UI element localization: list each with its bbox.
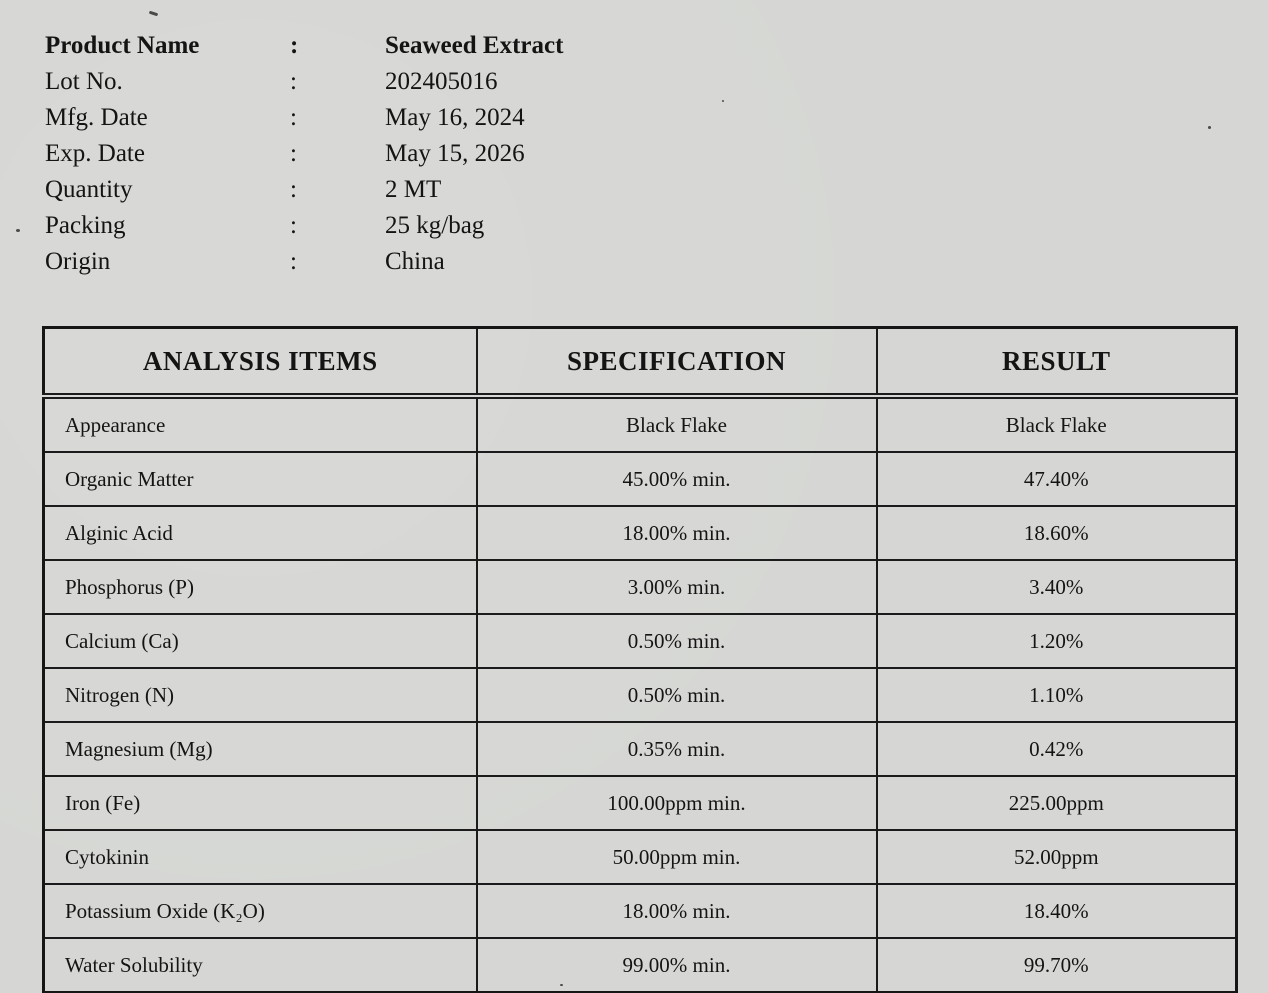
info-value: 25 kg/bag (385, 212, 485, 239)
result-cell: 99.70% (877, 938, 1237, 993)
specification-cell: 50.00ppm min. (477, 830, 877, 884)
table-row (44, 830, 1237, 884)
info-value: May 16, 2024 (385, 104, 525, 131)
table-row (44, 614, 1237, 668)
result-cell: Black Flake (877, 396, 1237, 452)
info-value: China (385, 248, 445, 275)
info-label: Packing (45, 212, 126, 239)
header-result: RESULT (877, 328, 1237, 397)
analysis-table (42, 326, 1238, 993)
analysis-item-cell: Nitrogen (N) (44, 668, 477, 722)
analysis-item-cell: Cytokinin (44, 830, 477, 884)
info-colon: : (290, 176, 297, 203)
specification-cell: 18.00% min. (477, 506, 877, 560)
info-row-lot-no (45, 64, 845, 100)
info-row-packing (45, 208, 845, 244)
analysis-item-cell: Potassium Oxide (K₂O) (44, 884, 477, 938)
specification-cell: 3.00% min. (477, 560, 877, 614)
analysis-item-cell: Magnesium (Mg) (44, 722, 477, 776)
result-cell: 1.10% (877, 668, 1237, 722)
table-row (44, 938, 1237, 993)
specification-cell: 99.00% min. (477, 938, 877, 993)
table-row (44, 668, 1237, 722)
header-analysis-items: ANALYSIS ITEMS (44, 328, 477, 397)
info-row-product-name (45, 28, 845, 64)
specification-cell: 0.50% min. (477, 668, 877, 722)
table-row (44, 506, 1237, 560)
info-value: 2 MT (385, 176, 442, 203)
info-colon: : (290, 212, 297, 239)
info-colon: : (290, 68, 297, 95)
result-cell: 52.00ppm (877, 830, 1237, 884)
result-cell: 18.60% (877, 506, 1237, 560)
specification-cell: Black Flake (477, 396, 877, 452)
info-label: Quantity (45, 176, 133, 203)
info-colon: : (290, 140, 297, 167)
result-cell: 0.42% (877, 722, 1237, 776)
info-label: Product Name (45, 32, 200, 59)
info-value: Seaweed Extract (385, 32, 564, 59)
scan-speck (16, 229, 20, 232)
result-cell: 18.40% (877, 884, 1237, 938)
info-colon: : (290, 104, 297, 131)
info-label: Exp. Date (45, 140, 145, 167)
table-row (44, 396, 1237, 452)
specification-cell: 0.35% min. (477, 722, 877, 776)
info-label: Lot No. (45, 68, 123, 95)
result-cell: 225.00ppm (877, 776, 1237, 830)
scan-speck (149, 11, 158, 17)
specification-cell: 100.00ppm min. (477, 776, 877, 830)
analysis-item-cell: Appearance (44, 396, 477, 452)
table-header-row (44, 328, 1237, 397)
table-row (44, 722, 1237, 776)
info-colon: : (290, 32, 299, 59)
result-cell: 1.20% (877, 614, 1237, 668)
scan-speck (1208, 126, 1211, 129)
analysis-item-cell: Water Solubility (44, 938, 477, 993)
info-value: 202405016 (385, 68, 498, 95)
specification-cell: 18.00% min. (477, 884, 877, 938)
header-specification: SPECIFICATION (477, 328, 877, 397)
result-cell: 47.40% (877, 452, 1237, 506)
analysis-item-cell: Alginic Acid (44, 506, 477, 560)
info-row-origin (45, 244, 845, 280)
info-colon: : (290, 248, 297, 275)
table-row (44, 776, 1237, 830)
info-label: Origin (45, 248, 111, 275)
table-row (44, 452, 1237, 506)
specification-cell: 0.50% min. (477, 614, 877, 668)
analysis-item-cell: Iron (Fe) (44, 776, 477, 830)
table-row (44, 560, 1237, 614)
info-row-quantity (45, 172, 845, 208)
table-row (44, 884, 1237, 938)
product-info-block (45, 28, 845, 280)
specification-cell: 45.00% min. (477, 452, 877, 506)
info-label: Mfg. Date (45, 104, 148, 131)
analysis-item-cell: Organic Matter (44, 452, 477, 506)
info-row-mfg-date (45, 100, 845, 136)
analysis-item-cell: Phosphorus (P) (44, 560, 477, 614)
info-value: May 15, 2026 (385, 140, 525, 167)
result-cell: 3.40% (877, 560, 1237, 614)
info-row-exp-date (45, 136, 845, 172)
analysis-item-cell: Calcium (Ca) (44, 614, 477, 668)
